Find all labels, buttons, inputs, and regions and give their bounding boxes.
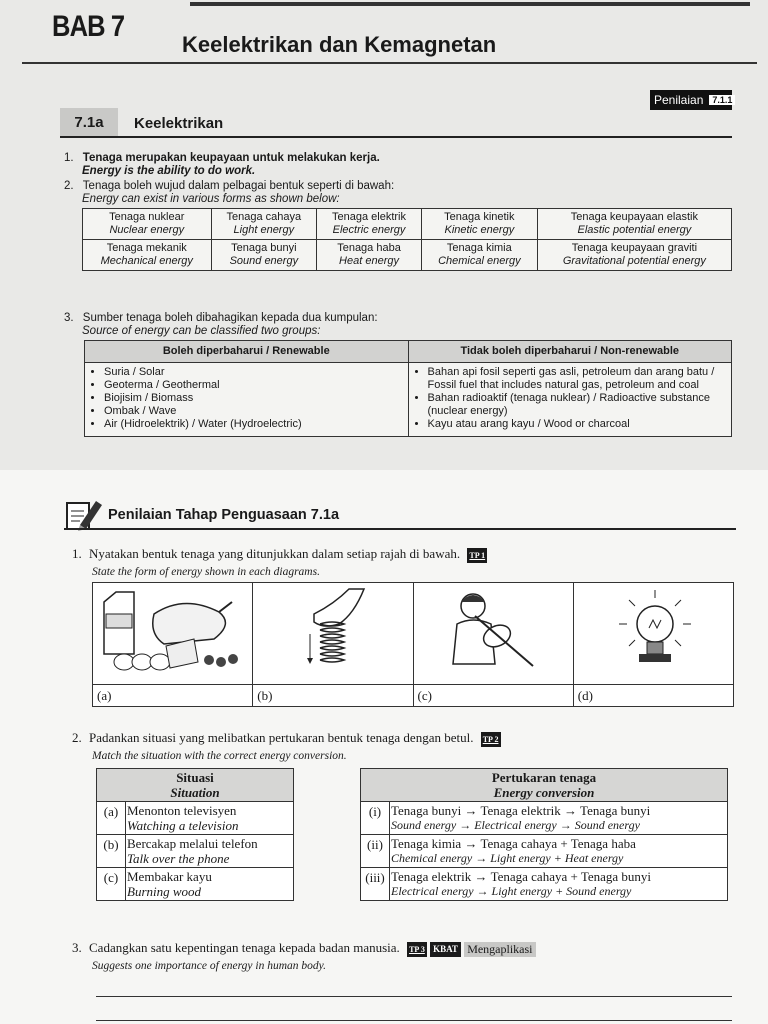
q2-ms: Padankan situasi yang melibatkan pertukaran bentuk tenaga dengan betul. bbox=[89, 730, 474, 745]
q1-diagram-table bbox=[92, 582, 734, 707]
energy-form-cell: Tenaga kimia Chemical energy bbox=[421, 240, 537, 271]
situation-header: Situasi Situation bbox=[97, 769, 294, 802]
conversion-row[interactable]: (i) Tenaga bunyi → Tenaga elektrik → Tenaga bunyi Sound energy → Electrical energy → Sound energy bbox=[361, 802, 728, 835]
assessment-title: Penilaian Tahap Penguasaan 7.1a bbox=[108, 507, 340, 523]
situation-row[interactable]: (a) Menonton televisyen Watching a television bbox=[97, 802, 294, 835]
q1-en: State the form of energy shown in each diagrams. bbox=[92, 565, 320, 578]
list-item: • Bahan radioaktif (tenaga nuklear) / Radioactive substance (nuclear energy) bbox=[428, 392, 731, 418]
energy-forms-table bbox=[82, 208, 732, 271]
list-item: • Ombak / Wave bbox=[104, 405, 407, 418]
energy-sources-table bbox=[84, 340, 732, 437]
note-2-number: 2. bbox=[64, 180, 74, 192]
question-1 bbox=[72, 546, 487, 580]
energy-form-cell: Tenaga kinetik Kinetic energy bbox=[421, 209, 537, 240]
renewable-header: Boleh diperbaharui / Renewable bbox=[85, 341, 409, 363]
q2-number: 2. bbox=[72, 730, 82, 745]
list-item: • Bahan api fosil seperti gas asli, petroleum dan arang batu / Fossil fuel that includes natural gas, petroleum and coal bbox=[428, 366, 731, 392]
energy-form-cell: Tenaga keupayaan elastik Elastic potential energy bbox=[537, 209, 731, 240]
penilaian-label: Penilaian bbox=[654, 93, 704, 107]
list-item: • Kayu atau arang kayu / Wood or charcoal bbox=[428, 418, 731, 431]
top-rule bbox=[190, 2, 750, 6]
list-item: • Suria / Solar bbox=[104, 366, 407, 379]
energy-form-cell: Tenaga haba Heat energy bbox=[317, 240, 422, 271]
note-2-ms: Tenaga boleh wujud dalam pelbagai bentuk seperti di bawah: bbox=[82, 180, 395, 192]
conversion-row[interactable]: (iii) Tenaga elektrik → Tenaga cahaya + Tenaga bunyi Electrical energy → Light energy + Sound energy bbox=[361, 868, 728, 901]
note-3 bbox=[64, 312, 378, 338]
diagram-b-cell bbox=[253, 583, 413, 685]
answer-cell-a[interactable]: (a) bbox=[93, 685, 253, 707]
diagram-a-cell bbox=[93, 583, 253, 685]
spring-hand-icon bbox=[254, 584, 410, 678]
note-3-number: 3. bbox=[64, 312, 74, 324]
mengaplikasi-tag: Mengaplikasi bbox=[464, 942, 535, 957]
note-1-number: 1. bbox=[64, 152, 74, 164]
answer-line[interactable] bbox=[96, 996, 732, 997]
note-1 bbox=[64, 152, 380, 178]
note-1-en: Energy is the ability to do work. bbox=[82, 165, 256, 177]
energy-form-cell: Tenaga mekanik Mechanical energy bbox=[83, 240, 212, 271]
list-item: • Air (Hidroelektrik) / Water (Hydroelectric) bbox=[104, 418, 407, 431]
situation-row[interactable]: (c) Membakar kayu Burning wood bbox=[97, 868, 294, 901]
assessment-rule bbox=[64, 528, 736, 530]
note-3-en: Source of energy can be classified two groups: bbox=[82, 325, 321, 337]
pencil-note-icon bbox=[64, 497, 104, 536]
diagram-c-cell bbox=[413, 583, 573, 685]
tp-badge: TP 2 bbox=[481, 732, 501, 747]
groceries-food-icon bbox=[94, 584, 250, 678]
energy-forms-row bbox=[83, 209, 732, 240]
conversion-header: Pertukaran tenaga Energy conversion bbox=[361, 769, 728, 802]
section-title: Keelektrikan bbox=[134, 115, 224, 132]
tp-badge: TP 3 bbox=[407, 942, 427, 957]
note-3-ms: Sumber tenaga boleh dibahagikan kepada dua kumpulan: bbox=[82, 312, 378, 324]
list-item: • Geoterma / Geothermal bbox=[104, 379, 407, 392]
penilaian-number: 7.1.1 bbox=[709, 95, 735, 105]
violin-player-icon bbox=[415, 584, 571, 678]
q1-number: 1. bbox=[72, 546, 82, 561]
energy-form-cell: Tenaga nuklear Nuclear energy bbox=[83, 209, 212, 240]
light-bulb-icon bbox=[575, 584, 731, 678]
question-3 bbox=[72, 940, 536, 974]
renewable-list bbox=[86, 366, 407, 431]
situation-row[interactable]: (b) Bercakap melalui telefon Talk over the phone bbox=[97, 835, 294, 868]
note-1-ms: Tenaga merupakan keupayaan untuk melakukan kerja. bbox=[82, 152, 380, 164]
kbat-badge: KBAT bbox=[430, 942, 461, 957]
nonrenewable-list-cell bbox=[408, 363, 732, 437]
energy-form-cell: Tenaga bunyi Sound energy bbox=[211, 240, 317, 271]
note-2-en: Energy can exist in various forms as shown below: bbox=[82, 193, 340, 205]
q2-en: Match the situation with the correct energy conversion. bbox=[92, 749, 347, 762]
header-rule bbox=[22, 62, 757, 64]
q3-ms: Cadangkan satu kepentingan tenaga kepada badan manusia. bbox=[89, 940, 400, 955]
note-2 bbox=[64, 180, 394, 206]
energy-form-cell: Tenaga keupayaan graviti Gravitational potential energy bbox=[537, 240, 731, 271]
energy-form-cell: Tenaga cahaya Light energy bbox=[211, 209, 317, 240]
q1-ms: Nyatakan bentuk tenaga yang ditunjukkan dalam setiap rajah di bawah. bbox=[89, 546, 461, 561]
answer-cell-c[interactable]: (c) bbox=[413, 685, 573, 707]
tp-badge: TP 1 bbox=[467, 548, 487, 563]
answer-cell-b[interactable]: (b) bbox=[253, 685, 413, 707]
penilaian-badge bbox=[650, 90, 732, 110]
answer-line[interactable] bbox=[96, 1020, 732, 1021]
chapter-number: BAB 7 bbox=[52, 10, 125, 43]
nonrenewable-list bbox=[410, 366, 731, 431]
question-2 bbox=[72, 730, 501, 764]
q3-number: 3. bbox=[72, 940, 82, 955]
conversion-row[interactable]: (ii) Tenaga kimia → Tenaga cahaya + Tenaga haba Chemical energy → Light energy + Heat energy bbox=[361, 835, 728, 868]
diagram-d-cell bbox=[573, 583, 733, 685]
renewable-list-cell bbox=[85, 363, 409, 437]
list-item: • Biojisim / Biomass bbox=[104, 392, 407, 405]
energy-forms-row bbox=[83, 240, 732, 271]
situation-table bbox=[96, 768, 294, 901]
conversion-table bbox=[360, 768, 728, 901]
answer-cell-d[interactable]: (d) bbox=[573, 685, 733, 707]
energy-form-cell: Tenaga elektrik Electric energy bbox=[317, 209, 422, 240]
section-number: 7.1a bbox=[60, 108, 118, 136]
nonrenewable-header: Tidak boleh diperbaharui / Non-renewable bbox=[408, 341, 732, 363]
chapter-title: Keelektrikan dan Kemagnetan bbox=[182, 32, 497, 57]
q3-en: Suggests one importance of energy in human body. bbox=[92, 959, 327, 972]
section-rule bbox=[60, 136, 732, 138]
